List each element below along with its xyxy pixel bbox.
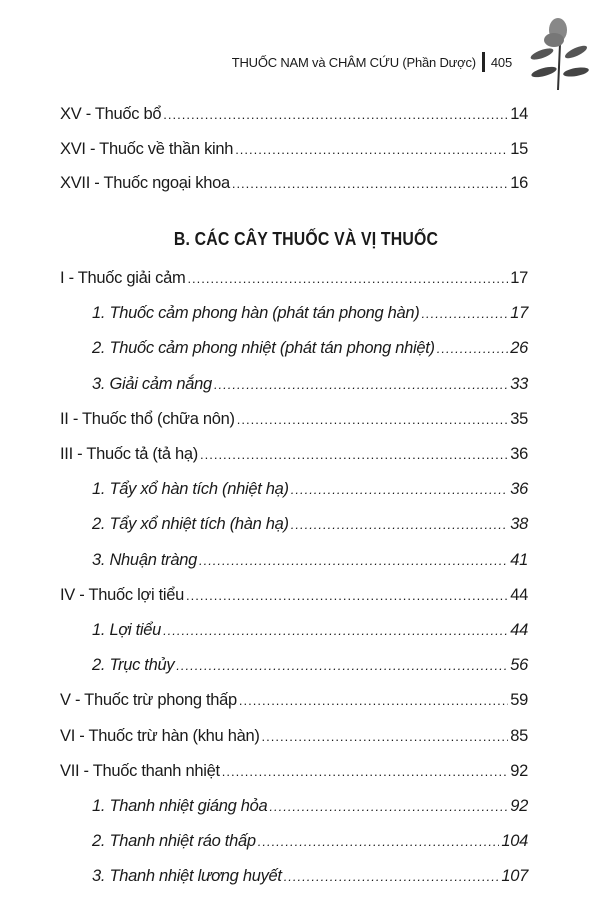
page-number: 405	[490, 54, 512, 70]
toc-entry-page: 16	[510, 174, 528, 192]
dot-leader	[269, 799, 508, 814]
toc-entry-page: 85	[510, 726, 528, 745]
toc-entry-label: XV - Thuốc bổ	[60, 105, 162, 123]
toc-entry-label: 1. Lợi tiểu	[92, 621, 162, 639]
toc-entry	[92, 339, 528, 363]
header-divider	[482, 52, 485, 72]
toc-entry	[92, 797, 528, 821]
toc-entry	[60, 410, 528, 434]
toc-entry-label: II - Thuốc thổ (chữa nôn)	[60, 409, 235, 428]
dot-leader	[437, 341, 509, 356]
toc-entry-label: I - Thuốc giải cảm	[60, 269, 186, 287]
dot-leader	[239, 693, 508, 708]
dot-leader	[163, 623, 508, 638]
toc-entry-label: 1. Thanh nhiệt giáng hỏa	[92, 797, 268, 815]
toc-entry	[92, 867, 528, 891]
dot-leader	[163, 107, 508, 122]
toc-entry-label: 1. Thuốc cảm phong hàn (phát tán phong hàn)	[92, 304, 420, 323]
toc-entry	[60, 269, 528, 293]
toc-entry-page: 14	[510, 105, 528, 123]
toc-entry-label: V - Thuốc trừ phong thấp	[60, 691, 237, 710]
toc-entry-label: 2. Tẩy xổ nhiệt tích (hàn hạ)	[92, 515, 289, 534]
toc-entry-page: 17	[510, 269, 528, 287]
toc-entry-page: 104	[501, 832, 528, 851]
toc-entry	[92, 832, 528, 856]
dot-leader	[214, 377, 508, 392]
toc-entry-page: 36	[510, 445, 528, 463]
dot-leader	[199, 553, 508, 568]
toc-entry-label: 2. Thuốc cảm phong nhiệt (phát tán phong nhiệt)	[92, 339, 435, 358]
dot-leader	[291, 482, 508, 497]
toc-entry-page: 44	[510, 585, 528, 604]
toc-entry	[92, 621, 528, 645]
toc-entry-page: 36	[510, 480, 528, 499]
toc-entry	[92, 480, 528, 504]
toc-entry-page: 56	[510, 656, 528, 675]
toc-entry-label: 2. Trục thủy	[92, 656, 175, 675]
toc-entry	[60, 727, 528, 751]
toc-entry-page: 107	[501, 867, 528, 886]
toc-entry-page: 35	[510, 409, 528, 428]
section-heading: B. CÁC CÂY THUỐC VÀ VỊ THUỐC	[173, 229, 439, 249]
dot-leader	[284, 869, 500, 884]
toc-entry	[92, 375, 528, 399]
dot-leader	[262, 729, 509, 744]
dot-leader	[187, 271, 508, 286]
toc-entry-label: 3. Thanh nhiệt lương huyết	[92, 867, 282, 886]
dot-leader	[235, 142, 508, 157]
toc-entry-page: 33	[510, 374, 528, 393]
dot-leader	[186, 588, 508, 603]
dot-leader	[200, 447, 508, 462]
dot-leader	[237, 412, 508, 427]
dot-leader	[421, 306, 508, 321]
toc-entry-label: XVII - Thuốc ngoại khoa	[60, 174, 230, 192]
dot-leader	[291, 517, 508, 532]
book-title: THUỐC NAM và CHÂM CỨU (Phần Dược)	[231, 54, 476, 70]
toc-entry	[92, 656, 528, 680]
toc-entry-page: 15	[510, 139, 528, 158]
toc-entry-label: IV - Thuốc lợi tiểu	[60, 585, 185, 604]
dot-leader	[222, 764, 508, 779]
toc-entry-page: 92	[510, 761, 528, 780]
toc-entry	[92, 551, 528, 575]
toc-entry-label: III - Thuốc tả (tả hạ)	[60, 445, 198, 463]
running-header	[232, 52, 512, 72]
toc-entry	[60, 445, 528, 469]
toc-entry-page: 38	[510, 515, 528, 534]
toc-entry	[60, 586, 528, 610]
toc-entry	[60, 105, 528, 129]
toc-entry	[60, 140, 528, 164]
toc-entry-page: 17	[510, 304, 528, 323]
toc-entry-page: 44	[510, 621, 528, 639]
toc-entry-label: 3. Nhuận tràng	[92, 550, 197, 569]
dot-leader	[258, 834, 500, 849]
toc-entry	[60, 691, 528, 715]
toc-entry-label: VII - Thuốc thanh nhiệt	[60, 761, 220, 780]
toc-entry-label: XVI - Thuốc về thần kinh	[60, 139, 234, 158]
toc-entry-page: 26	[510, 339, 528, 358]
toc-entry	[60, 174, 528, 198]
toc-entry-label: VI - Thuốc trừ hàn (khu hàn)	[60, 726, 260, 745]
toc-entry-label: 2. Thanh nhiệt ráo thấp	[92, 832, 256, 851]
toc-entry	[60, 762, 528, 786]
plant-icon	[528, 14, 590, 92]
dot-leader	[176, 658, 508, 673]
toc-entry-page: 92	[510, 797, 528, 815]
toc-entry	[92, 515, 528, 539]
toc-entry	[92, 304, 528, 328]
toc-entry-page: 59	[510, 691, 528, 710]
toc-entry-label: 3. Giải cảm nắng	[92, 374, 212, 393]
toc-entry-label: 1. Tẩy xổ hàn tích (nhiệt hạ)	[92, 480, 289, 499]
toc-entry-page: 41	[510, 550, 528, 569]
dot-leader	[232, 176, 508, 191]
